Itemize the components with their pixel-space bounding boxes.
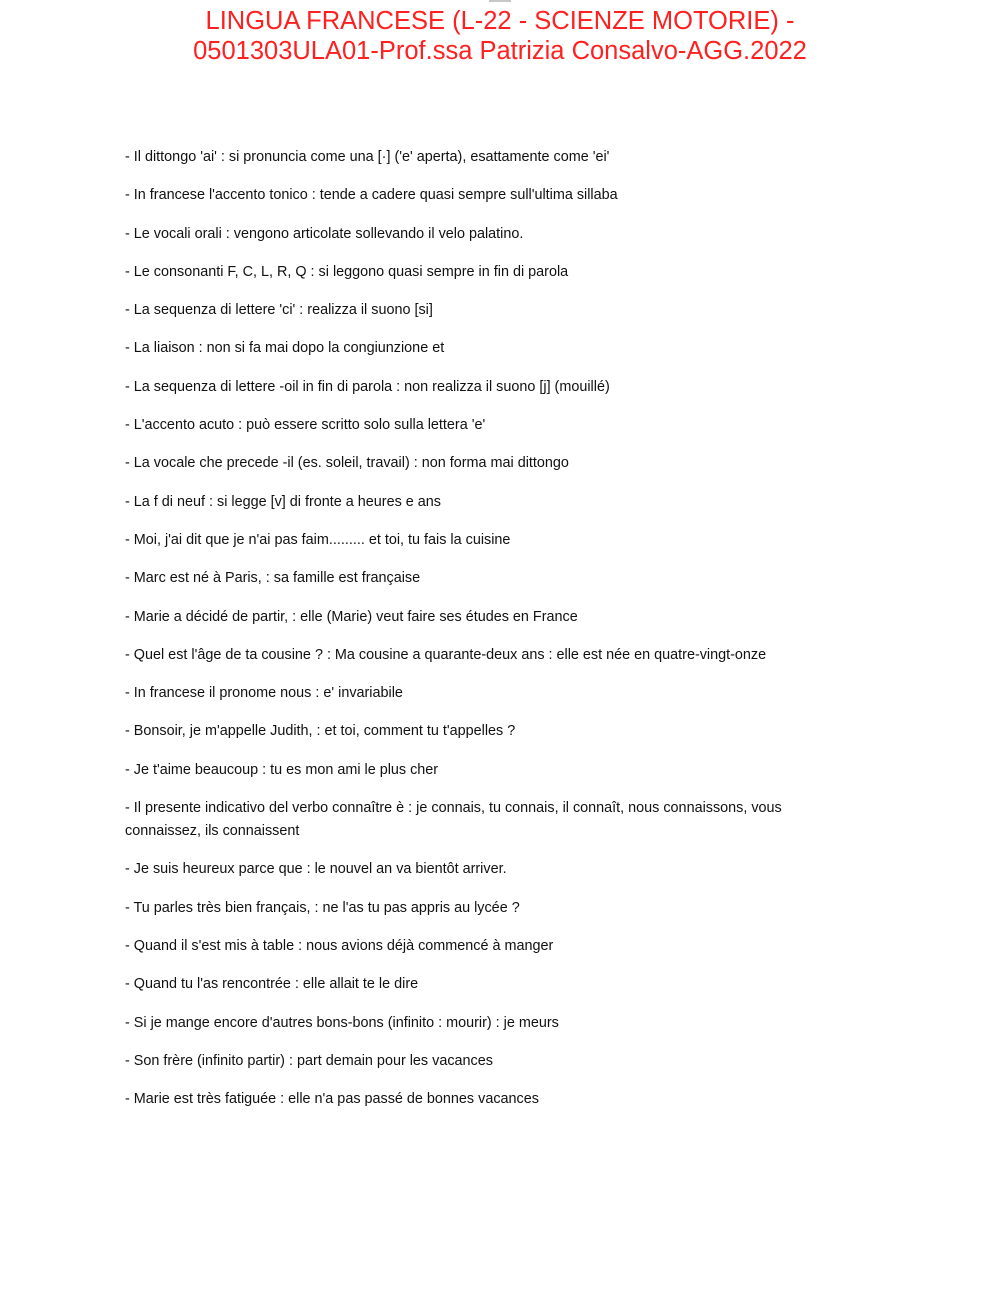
list-item: - Le vocali orali : vengono articolate sollevando il velo palatino. (125, 225, 524, 242)
list-item: - Il dittongo 'ai' : si pronuncia come una [·] ('e' aperta), esattamente come 'ei' (125, 149, 610, 165)
list-item: - Si je mange encore d'autres bons-bons (infinito : mourir) : je meurs (125, 1014, 559, 1031)
list-item: - Quand tu l'as rencontrée : elle allait te le dire (125, 976, 419, 993)
top-mark (489, 0, 511, 2)
list-item: - Marie est très fatiguée : elle n'a pas passé de bonnes vacances (125, 1091, 539, 1108)
list-item: - La sequenza di lettere 'ci' : realizza il suono [si] (125, 302, 433, 319)
list-item: - Il presente indicativo del verbo connaître è : je connais, tu connais, il connaît, nous connaissons, vous connaissez, ils connaissent (125, 800, 782, 840)
title-line-2: 0501303ULA01-Prof.ssa Patrizia Consalvo-AGG.2022 (193, 37, 807, 65)
list-item: - Tu parles très bien français, : ne l'as tu pas appris au lycée ? (125, 899, 520, 916)
list-item: - Je suis heureux parce que : le nouvel an va bientôt arriver. (125, 861, 507, 878)
question-answer-list (125, 146, 825, 1126)
list-item: - Moi, j'ai dit que je n'ai pas faim......... et toi, tu fais la cuisine (125, 531, 511, 548)
list-item: - La liaison : non si fa mai dopo la congiunzione et (125, 340, 445, 357)
list-item: - Je t'aime beaucoup : tu es mon ami le plus cher (125, 761, 439, 778)
list-item: - L'accento acuto : può essere scritto solo sulla lettera 'e' (125, 417, 486, 434)
list-item: - La vocale che precede -il (es. soleil, travail) : non forma mai dittongo (125, 455, 569, 472)
list-item: - In francese l'accento tonico : tende a cadere quasi sempre sull'ultima sillaba (125, 187, 618, 204)
title-line-1: LINGUA FRANCESE (L-22 - SCIENZE MOTORIE) - (205, 7, 795, 35)
list-item: - La f di neuf : si legge [v] di fronte a heures e ans (125, 493, 441, 510)
list-item: - Bonsoir, je m'appelle Judith, : et toi, comment tu t'appelles ? (125, 723, 516, 740)
list-item: - Le consonanti F, C, L, R, Q : si leggono quasi sempre in fin di parola (125, 263, 569, 280)
list-item: - Marie a décidé de partir, : elle (Marie) veut faire ses études en France (125, 608, 578, 625)
list-item: - Marc est né à Paris, : sa famille est française (125, 570, 421, 587)
list-item: - La sequenza di lettere -oil in fin di parola : non realizza il suono [j] (mouillé) (125, 378, 610, 395)
document-title (0, 6, 1000, 66)
list-item: - Quand il s'est mis à table : nous avions déjà commencé à manger (125, 937, 554, 954)
list-item: - Quel est l'âge de ta cousine ? : Ma cousine a quarante-deux ans : elle est née en quatre-vingt-onze (125, 646, 767, 663)
list-item: - Son frère (infinito partir) : part demain pour les vacances (125, 1052, 493, 1069)
list-item: - In francese il pronome nous : e' invariabile (125, 685, 403, 702)
